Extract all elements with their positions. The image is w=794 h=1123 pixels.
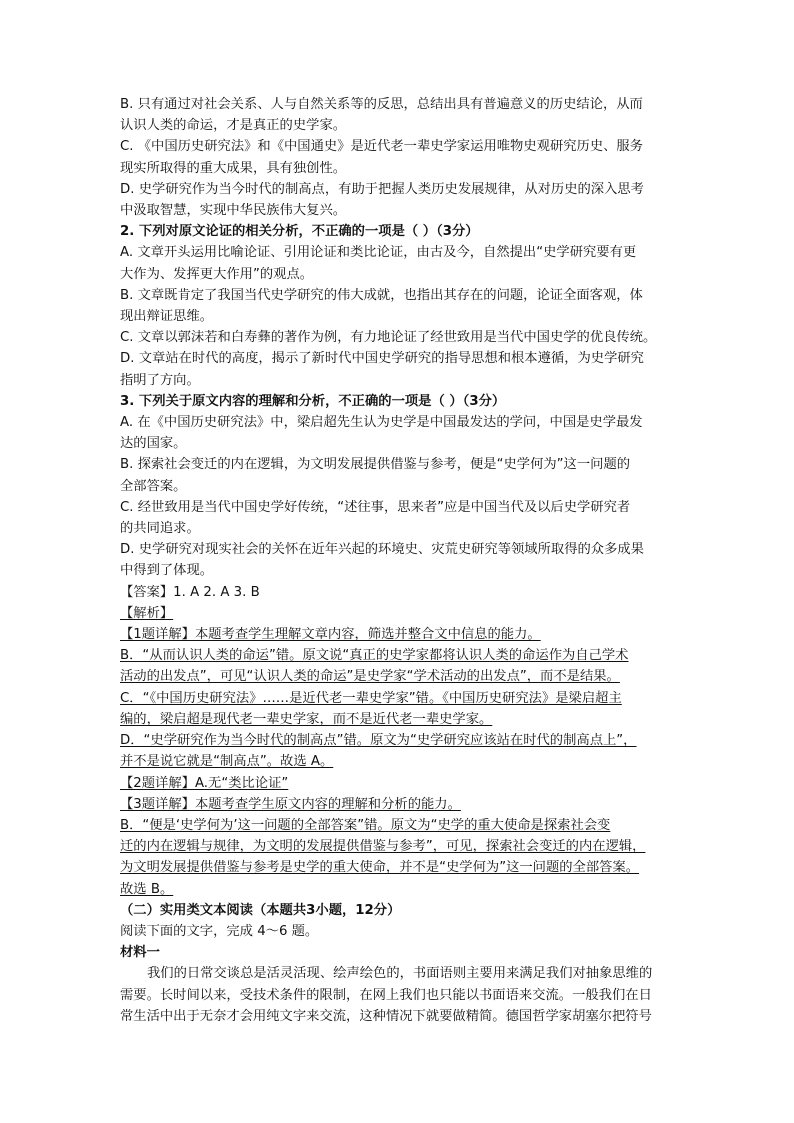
- text-line: 活动的出发点”，可见“认识人类的命运”是史学家“学术活动的出发点”，而不是结果。: [120, 669, 620, 685]
- text-line: C. 经世致用是当代中国史学好传统，“述往事，思来者”应是中国当代及以后史学研究者: [120, 499, 631, 515]
- text-line: D．“史学研究作为当今时代的制高点”错。原文为“史学研究应该站在时代的制高点上”，: [120, 733, 637, 749]
- text-line: A. 文章开头运用比喻论证、引用论证和类比论证，由古及今，自然提出“史学研究要有更: [120, 245, 637, 261]
- text-line: C. 文章以郭沫若和白寿彝的著作为例，有力地论证了经世致用是当代中国史学的优良传统。: [120, 330, 657, 346]
- text-line: D. 文章站在时代的高度，揭示了新时代中国史学研究的指导思想和根本遵循，为史学研究: [120, 351, 644, 367]
- text-line: 为文明发展提供借鉴与参考是史学的重大使命，并不是“史学何为”这一问题的全部答案。: [120, 860, 640, 876]
- text-line: D. 史学研究作为当今时代的制高点，有助于把握人类历史发展规律，从对历史的深入思考: [120, 181, 644, 197]
- text-line: 【解析】: [120, 605, 174, 621]
- text-line: A. 在《中国历史研究法》中，梁启超先生认为史学是中国最发达的学问，中国是史学最发: [120, 415, 643, 431]
- text-line: 迁的内在逻辑与规律，为文明的发展提供借鉴与参考”，可见，探索社会变迁的内在逻辑，: [120, 839, 646, 855]
- text-line: 故选 B。: [120, 881, 174, 897]
- text-line: B. 只有通过对社会关系、人与自然关系等的反思，总结出具有普遍意义的历史结论，从而: [120, 97, 643, 112]
- text-line: 中汲取智慧，实现中华民族伟大复兴。: [120, 203, 347, 219]
- text-line: 3. 下列关于原文内容的理解和分析，不正确的一项是（ ）（3分）: [120, 393, 506, 409]
- text-line: 材料一: [120, 945, 160, 961]
- text-line: 现出辩证思维。: [120, 309, 214, 325]
- text-line: 指明了方向。: [120, 372, 200, 388]
- text-line: 需要。长时间以来，受技术条件的限制，在网上我们也只能以书面语来交流。一般我们在日: [120, 987, 652, 1003]
- text-line: 大作为、发挥更大作用”的观点。: [120, 266, 314, 282]
- text-line: 2. 下列对原文论证的相关分析，不正确的一项是（ ）（3分）: [120, 224, 479, 240]
- text-line: 认识人类的命运，才是真正的史学家。: [120, 118, 347, 134]
- text-line: 编的，梁启超是现代老一辈史学家，而不是近代老一辈史学家。: [120, 711, 493, 727]
- text-line: 的共同追求。: [120, 521, 200, 537]
- text-line: 并不是说它就是“制高点”。故选 A。: [120, 754, 334, 770]
- text-line: 阅读下面的文字，完成 4～6 题。: [120, 923, 319, 939]
- text-line: D. 史学研究对现实社会的关怀在近年兴起的环境史、灾荒史研究等领域所取得的众多成果: [120, 542, 644, 558]
- document-page: [120, 94, 676, 1027]
- text-line: B．“从而认识人类的命运”错。原文说“真正的史学家都将认识人类的命运作为自己学术: [120, 648, 629, 664]
- text-line: 现实所取得的重大成果，具有独创性。: [120, 160, 347, 176]
- text-line: 【答案】1. A 2. A 3. B: [120, 584, 260, 600]
- text-line: 【3题详解】本题考查学生原文内容的理解和分析的能力。: [120, 796, 461, 812]
- text-line: 达的国家。: [120, 436, 187, 452]
- text-line: 【2题详解】A.无“类比论证”: [120, 775, 289, 791]
- text-line: B. 文章既肯定了我国当代史学研究的伟大成就，也指出其存在的问题，论证全面客观，体: [120, 287, 643, 303]
- text-line: C. 《中国历史研究法》和《中国通史》是近代老一辈史学家运用唯物史观研究历史、服务: [120, 139, 644, 155]
- text-line: 我们的日常交谈总是活灵活现、绘声绘色的，书面语则主要用来满足我们对抽象思维的: [147, 966, 653, 982]
- text-line: 中得到了体现。: [120, 563, 214, 579]
- text-line: B. 探索社会变迁的内在逻辑，为文明发展提供借鉴与参考，便是“史学何为”这一问题的: [120, 457, 631, 473]
- text-line: 常生活中出于无奈才会用纯文字来交流，这种情况下就要做精简。德国哲学家胡塞尔把符号: [120, 1008, 652, 1024]
- text-line: 【1题详解】本题考查学生理解文章内容，筛选并整合文中信息的能力。: [120, 627, 541, 643]
- text-line: （二）实用类文本阅读（本题共3小题，12分）: [120, 902, 401, 918]
- text-line: C．“《中国历史研究法》……是近代老一辈史学家”错。《中国历史研究法》是梁启超主: [120, 690, 622, 706]
- text-line: 全部答案。: [120, 478, 187, 494]
- text-line: B．“便是‘史学何为’这一问题的全部答案”错。原文为“史学的重大使命是探索社会变: [120, 817, 611, 833]
